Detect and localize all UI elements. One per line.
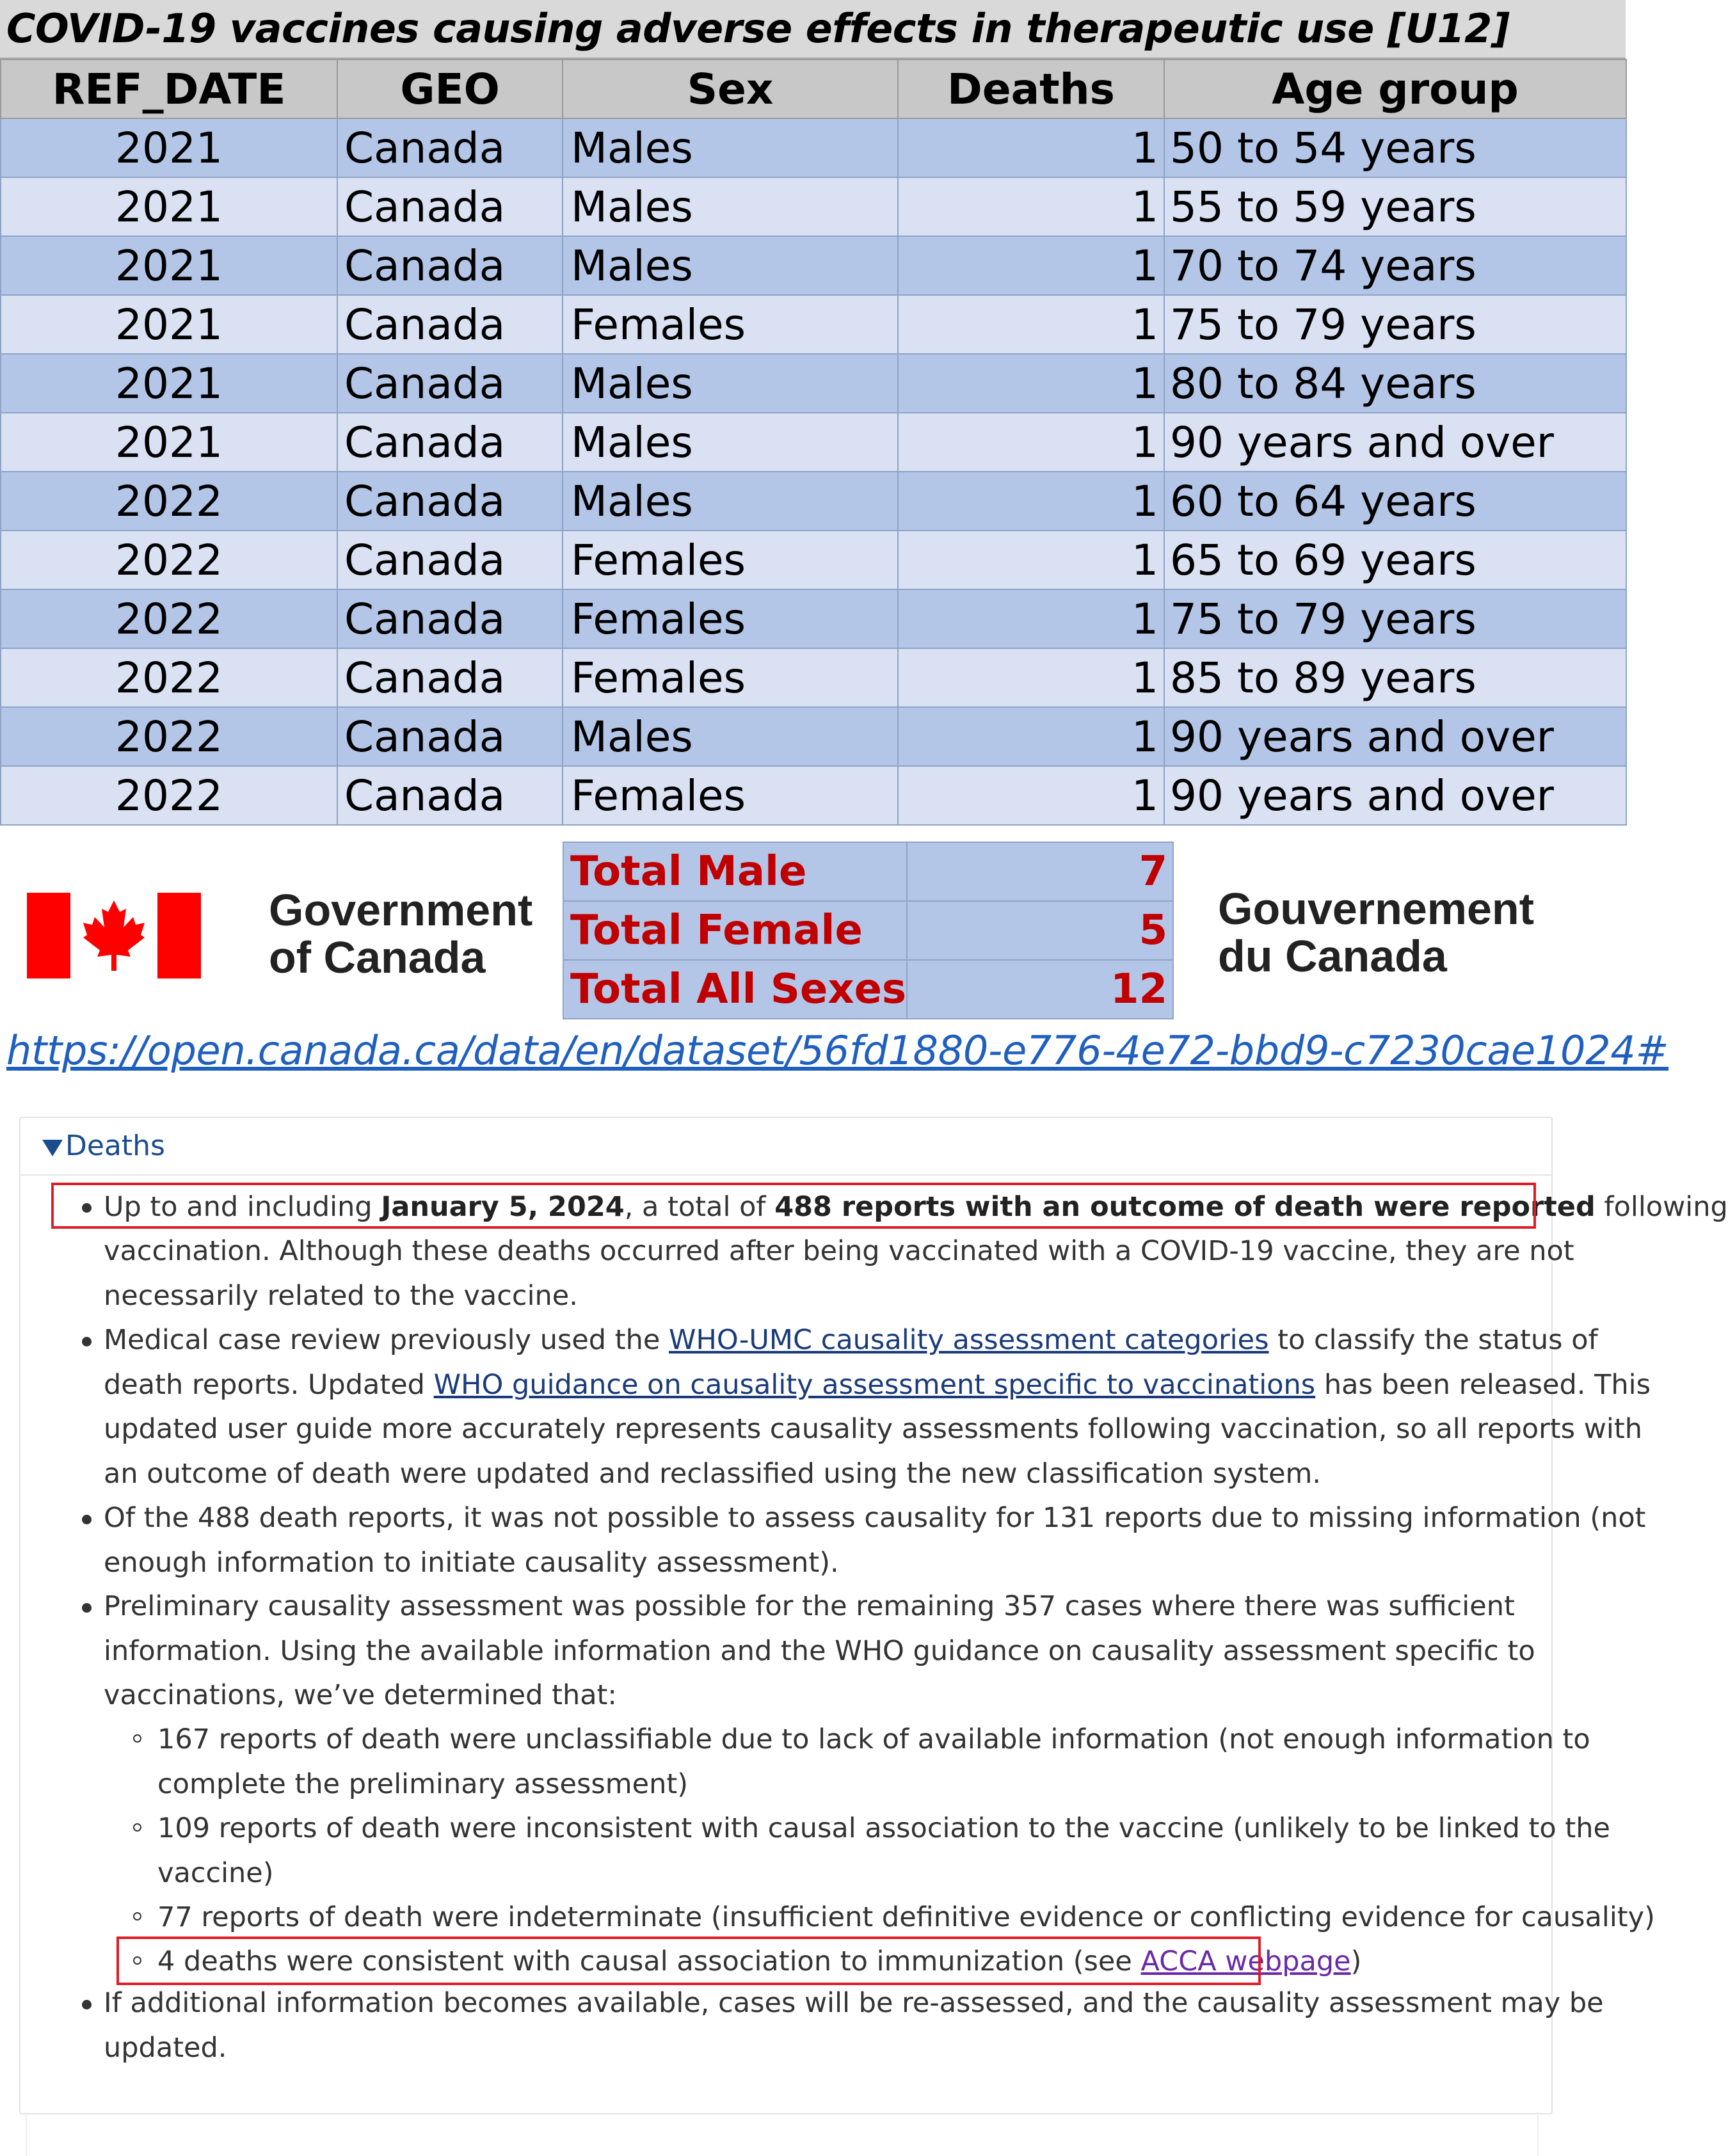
cell-sex[interactable]: Females — [563, 531, 898, 589]
totals-table — [563, 842, 1174, 1019]
cell-ref-date[interactable]: 2022 — [1, 589, 337, 648]
b4-line1: Preliminary causality assessment was possible for the remaining 357 cases where there was sufficient — [104, 1590, 1515, 1622]
cell-ref-date[interactable]: 2021 — [1, 413, 337, 472]
table-row — [1, 177, 1626, 236]
circle-bullet-icon — [133, 1734, 141, 1743]
cell-geo[interactable]: Canada — [337, 707, 563, 766]
highlight-box-total-reports — [51, 1183, 1536, 1229]
cell-ref-date[interactable]: 2021 — [1, 118, 337, 177]
cell-age-group[interactable]: 55 to 59 years — [1164, 177, 1626, 236]
total-value[interactable]: 5 — [907, 901, 1173, 960]
b1-line1: Up to and including January 5, 2024, a total of 488 reports with an outcome of death were reported following — [104, 1191, 1728, 1223]
cell-sex[interactable]: Males — [563, 177, 898, 236]
bullet-icon — [82, 1337, 92, 1346]
total-value[interactable]: 7 — [907, 842, 1173, 901]
cell-geo[interactable]: Canada — [337, 295, 563, 354]
cell-sex[interactable]: Females — [563, 766, 898, 825]
cell-deaths[interactable]: 1 — [898, 766, 1164, 825]
cell-deaths[interactable]: 1 — [898, 236, 1164, 295]
totals-row — [563, 960, 1173, 1019]
cell-age-group[interactable]: 60 to 64 years — [1164, 472, 1626, 531]
cell-sex[interactable]: Males — [563, 118, 898, 177]
government-of-canada-wordmark: Government of Canada — [269, 885, 533, 982]
total-label[interactable]: Total All Sexes — [563, 960, 907, 1019]
header-geo[interactable]: GEO — [337, 60, 563, 118]
cell-sex[interactable]: Females — [563, 589, 898, 648]
cell-sex[interactable]: Females — [563, 648, 898, 707]
cell-sex[interactable]: Males — [563, 472, 898, 531]
cell-geo[interactable]: Canada — [337, 531, 563, 589]
cell-sex[interactable]: Males — [563, 413, 898, 472]
cell-ref-date[interactable]: 2021 — [1, 236, 337, 295]
cell-ref-date[interactable]: 2022 — [1, 707, 337, 766]
deaths-summary-toggle[interactable] — [20, 1118, 1551, 1176]
header-ref-date[interactable]: REF_DATE — [1, 60, 337, 118]
b3-line1: Of the 488 death reports, it was not possible to assess causality for 131 reports due to missing information (not — [104, 1502, 1646, 1534]
cell-age-group[interactable]: 90 years and over — [1164, 413, 1626, 472]
cell-deaths[interactable]: 1 — [898, 413, 1164, 472]
cell-geo[interactable]: Canada — [337, 236, 563, 295]
total-label[interactable]: Total Female — [563, 901, 907, 960]
s1-line1: 167 reports of death were unclassifiable due to lack of available information (not enough information to — [157, 1723, 1590, 1755]
deaths-table — [0, 59, 1627, 826]
total-value[interactable]: 12 — [907, 960, 1173, 1019]
cell-ref-date[interactable]: 2021 — [1, 354, 337, 413]
table-header-row — [1, 60, 1626, 118]
triangle-down-icon — [42, 1140, 63, 1156]
s2-line1: 109 reports of death were inconsistent with causal association to the vaccine (unlikely to be linked to the — [157, 1812, 1610, 1844]
cell-ref-date[interactable]: 2022 — [1, 648, 337, 707]
cell-geo[interactable]: Canada — [337, 472, 563, 531]
bullet-icon — [82, 1603, 92, 1613]
cell-deaths[interactable]: 1 — [898, 118, 1164, 177]
table-row — [1, 707, 1626, 766]
cell-ref-date[interactable]: 2022 — [1, 766, 337, 825]
header-deaths[interactable]: Deaths — [898, 60, 1164, 118]
cell-age-group[interactable]: 70 to 74 years — [1164, 236, 1626, 295]
dataset-url-link[interactable]: https://open.canada.ca/data/en/dataset/56fd1880-e776-4e72-bbd9-c7230cae1024# — [6, 1027, 1669, 1074]
table-row — [1, 295, 1626, 354]
table-row — [1, 589, 1626, 648]
table-row — [1, 236, 1626, 295]
b2-line2: death reports. Updated WHO guidance on causality assessment specific to vaccinations has been released. This — [104, 1369, 1651, 1401]
s3-line1: 77 reports of death were indeterminate (insufficient definitive evidence or conflicting evidence for causality) — [157, 1901, 1655, 1933]
cell-geo[interactable]: Canada — [337, 413, 563, 472]
cell-deaths[interactable]: 1 — [898, 472, 1164, 531]
sheet-title-bar — [0, 0, 1626, 59]
cell-age-group[interactable]: 75 to 79 years — [1164, 295, 1626, 354]
table-row — [1, 413, 1626, 472]
cell-geo[interactable]: Canada — [337, 354, 563, 413]
canada-flag-icon — [27, 893, 201, 978]
b1-line2: vaccination. Although these deaths occurred after being vaccinated with a COVID-19 vaccine, they are not — [104, 1235, 1574, 1267]
cell-deaths[interactable]: 1 — [898, 354, 1164, 413]
b1-line3: necessarily related to the vaccine. — [104, 1280, 578, 1312]
cell-age-group[interactable]: 90 years and over — [1164, 707, 1626, 766]
b4-line2: information. Using the available information and the WHO guidance on causality assessment specific to — [104, 1635, 1535, 1667]
bullet-icon — [82, 2000, 92, 2009]
header-sex[interactable]: Sex — [563, 60, 898, 118]
b2-line4: an outcome of death were updated and reclassified using the new classification system. — [104, 1458, 1322, 1490]
cell-ref-date[interactable]: 2021 — [1, 295, 337, 354]
cell-deaths[interactable]: 1 — [898, 177, 1164, 236]
b3-line2: enough information to initiate causality assessment). — [104, 1547, 839, 1579]
cell-ref-date[interactable]: 2022 — [1, 531, 337, 589]
s4-line1: 4 deaths were consistent with causal association to immunization (see ACCA webpage) — [157, 1945, 1362, 1977]
who-guidance-link[interactable]: WHO guidance on causality assessment specific to vaccinations — [433, 1369, 1316, 1401]
cell-deaths[interactable]: 1 — [898, 295, 1164, 354]
table-row — [1, 118, 1626, 177]
table-row — [1, 472, 1626, 531]
sheet-title: COVID-19 vaccines causing adverse effects in therapeutic use [U12] — [6, 5, 1510, 52]
b2-line3: updated user guide more accurately represents causality assessments following vaccination, so all reports with — [104, 1413, 1642, 1445]
highlight-box-causal-deaths — [116, 1936, 1261, 1985]
bullet-icon — [82, 1515, 92, 1524]
cell-deaths[interactable]: 1 — [898, 707, 1164, 766]
table-row — [1, 648, 1626, 707]
cell-sex[interactable]: Females — [563, 295, 898, 354]
cell-geo[interactable]: Canada — [337, 118, 563, 177]
table-row — [1, 354, 1626, 413]
s1-line2: complete the preliminary assessment) — [157, 1768, 689, 1800]
cell-age-group[interactable]: 75 to 79 years — [1164, 589, 1626, 648]
cell-sex[interactable]: Males — [563, 707, 898, 766]
cell-age-group[interactable]: 50 to 54 years — [1164, 118, 1626, 177]
cell-sex[interactable]: Males — [563, 354, 898, 413]
circle-bullet-icon — [133, 1823, 141, 1832]
b5-line2: updated. — [104, 2032, 227, 2064]
cell-geo[interactable]: Canada — [337, 589, 563, 648]
cell-age-group[interactable]: 85 to 89 years — [1164, 648, 1626, 707]
table-row — [1, 766, 1626, 825]
page-continuation — [26, 2112, 1539, 2156]
table-row — [1, 531, 1626, 589]
deaths-heading: Deaths — [65, 1130, 165, 1162]
totals-row — [563, 901, 1173, 960]
cell-ref-date[interactable]: 2022 — [1, 472, 337, 531]
cell-geo[interactable]: Canada — [337, 648, 563, 707]
b2-line1: Medical case review previously used the WHO-UMC causality assessment categories to classify the status of — [104, 1324, 1598, 1356]
s2-line2: vaccine) — [157, 1857, 274, 1889]
b5-line1: If additional information becomes available, cases will be re-assessed, and the causality assessment may be — [104, 1987, 1604, 2019]
acca-webpage-link[interactable]: ACCA webpage — [1140, 1945, 1351, 1977]
cell-age-group[interactable]: 65 to 69 years — [1164, 531, 1626, 589]
total-label[interactable]: Total Male — [563, 842, 907, 901]
cell-deaths[interactable]: 1 — [898, 589, 1164, 648]
cell-age-group[interactable]: 80 to 84 years — [1164, 354, 1626, 413]
cell-sex[interactable]: Males — [563, 236, 898, 295]
header-age-group[interactable]: Age group — [1164, 60, 1626, 118]
totals-row — [563, 842, 1173, 901]
cell-geo[interactable]: Canada — [337, 766, 563, 825]
b4-line3: vaccinations, we’ve determined that: — [104, 1679, 617, 1711]
cell-age-group[interactable]: 90 years and over — [1164, 766, 1626, 825]
circle-bullet-icon — [133, 1912, 141, 1920]
cell-ref-date[interactable]: 2021 — [1, 177, 337, 236]
cell-geo[interactable]: Canada — [337, 177, 563, 236]
who-umc-categories-link[interactable]: WHO-UMC causality assessment categories — [669, 1324, 1269, 1356]
cell-deaths[interactable]: 1 — [898, 531, 1164, 589]
cell-deaths[interactable]: 1 — [898, 648, 1164, 707]
gouvernement-du-canada-wordmark: Gouvernement du Canada — [1218, 884, 1534, 981]
